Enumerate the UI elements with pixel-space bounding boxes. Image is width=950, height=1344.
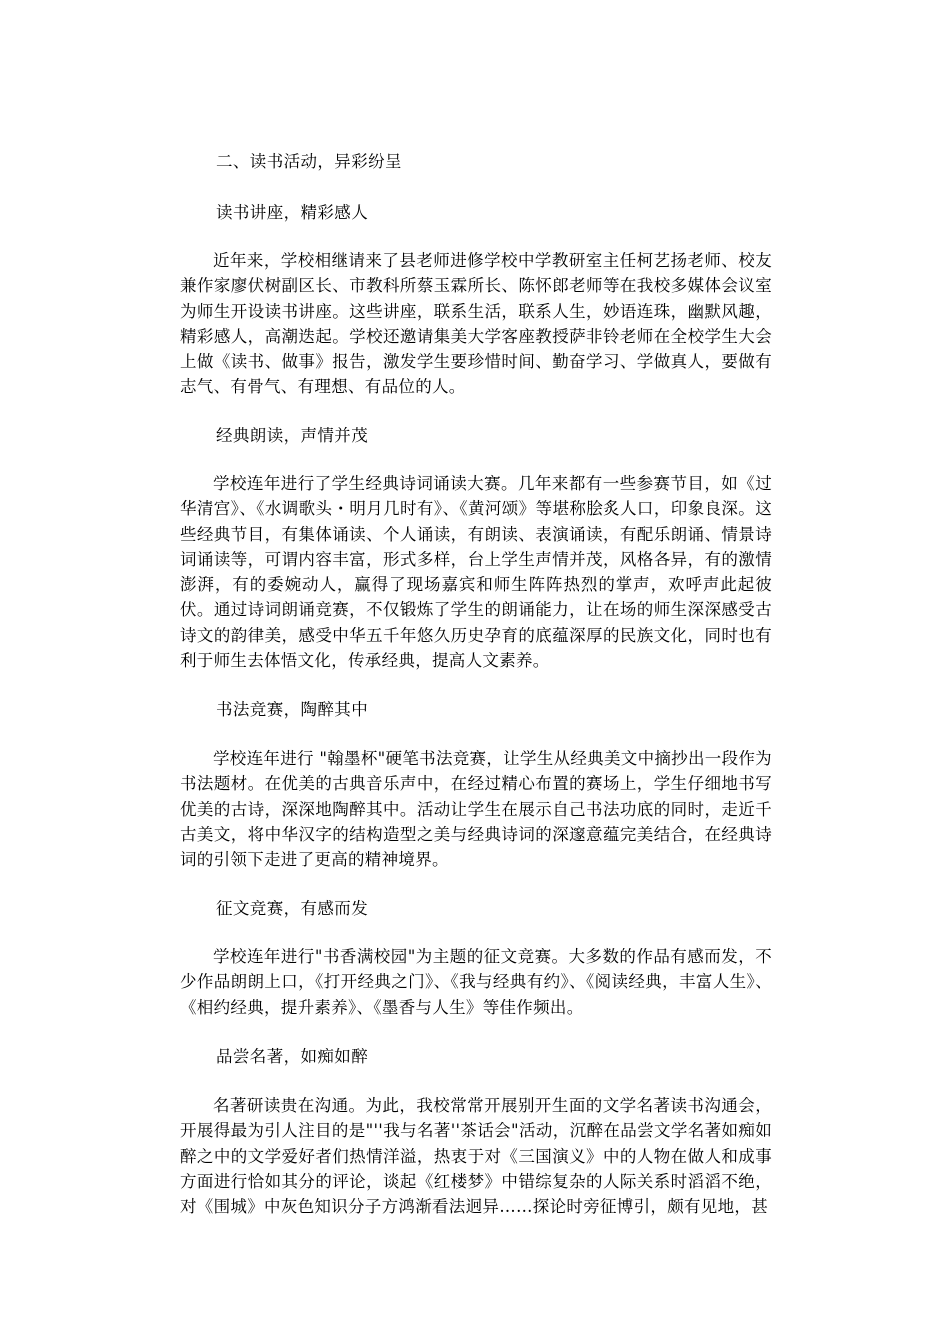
- subheading-calligraphy: 书法竞赛，陶醉其中: [216, 700, 369, 719]
- section-heading: 二、读书活动，异彩纷呈: [216, 152, 402, 171]
- subheading-lectures: 读书讲座，精彩感人: [216, 203, 369, 222]
- paragraph-recitation: 学校连年进行了学生经典诗词诵读大赛。几年来都有一些参赛节目，如《过华清宫》、《水调歌头・明月几时有》、《黄河颂》等堪称脍炙人口，印象良深。这些经典节目，有集体诵读、个人诵读，有朗读、表演诵读，有配乐朗诵、情景诗词诵读等，可谓内容丰富，形式多样，台上学生声情并茂，风格各异，有的激情澎湃，有的委婉动人，赢得了现场嘉宾和师生阵阵热烈的掌声，欢呼声此起彼伏。通过诗词朗诵竞赛，不仅锻炼了学生的朗诵能力，让在场的师生深深感受古诗文的韵律美，感受中华五千年悠久历史孕育的底蕴深厚的民族文化，同时也有利于师生去体悟文化，传承经典，提高人文素养。: [180, 474, 772, 671]
- subheading-essay: 征文竞赛，有感而发: [216, 899, 369, 918]
- paragraph-classics: 名著研读贵在沟通。为此，我校常常开展别开生面的文学名著读书沟通会，开展得最为引人注目的是"''我与名著''茶话会"活动，沉醉在品尝文学名著如痴如醉之中的文学爱好者们热情洋溢，热衷于对《三国演义》中的人物在做人和成事方面进行恰如其分的评论，谈起《红楼梦》中错综复杂的人际关系时滔滔不绝，对《围城》中灰色知识分子方鸿渐看法迥异……探论时旁征博引，颇有见地，甚: [180, 1096, 772, 1217]
- paragraph-lectures: 近年来，学校相继请来了县老师进修学校中学教研室主任柯艺扬老师、校友兼作家廖伏树副区长、市教科所蔡玉霖所长、陈怀郎老师等在我校多媒体会议室为师生开设读书讲座。这些讲座，联系生活，联系人生，妙语连珠，幽默风趣，精彩感人，高潮迭起。学校还邀请集美大学客座教授萨非铃老师在全校学生大会上做《读书、做事》报告，激发学生要珍惜时间、勤奋学习、学做真人，要做有志气、有骨气、有理想、有品位的人。: [180, 251, 772, 397]
- subheading-classics: 品尝名著，如痴如醉: [216, 1047, 369, 1066]
- paragraph-essay: 学校连年进行"书香满校园"为主题的征文竞赛。大多数的作品有感而发，不少作品朗朗上口，《打开经典之门》、《我与经典有约》、《阅读经典，丰富人生》、《相约经典，提升素养》、《墨香与人生》等佳作频出。: [180, 947, 772, 1017]
- paragraph-calligraphy: 学校连年进行 "翰墨杯"硬笔书法竞赛，让学生从经典美文中摘抄出一段作为书法题材。在优美的古典音乐声中，在经过精心布置的赛场上，学生仔细地书写优美的古诗，深深地陶醉其中。活动让学生在展示自己书法功底的同时，走近千古美文，将中华汉字的结构造型之美与经典诗词的深邃意蕴完美结合，在经典诗词的引领下走进了更高的精神境界。: [180, 749, 772, 870]
- subheading-recitation: 经典朗读，声情并茂: [216, 426, 369, 445]
